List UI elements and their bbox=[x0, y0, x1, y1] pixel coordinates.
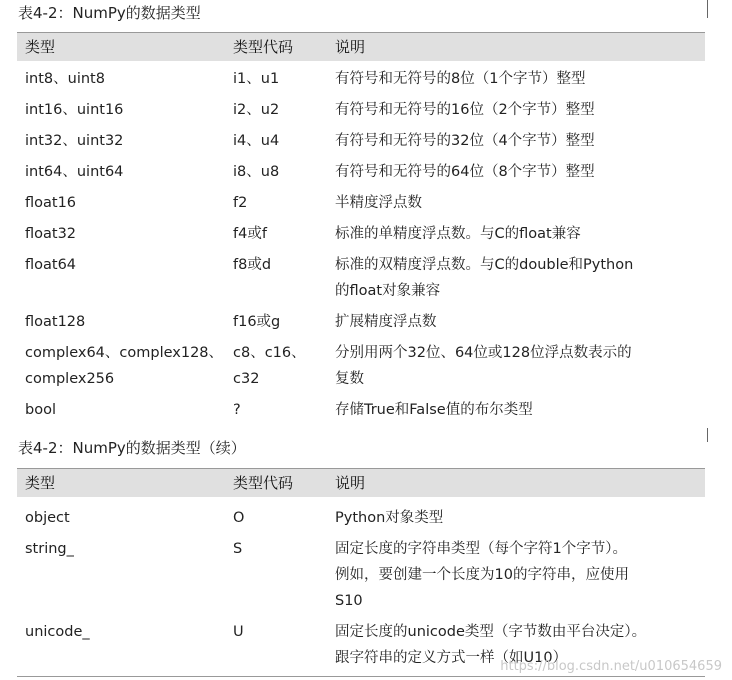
cell-desc bbox=[335, 128, 705, 154]
cell-code bbox=[233, 536, 335, 614]
cell-line: float64 bbox=[25, 257, 77, 273]
header-type: 类型 bbox=[25, 38, 56, 56]
cell-code bbox=[233, 190, 335, 216]
table-row bbox=[17, 190, 705, 216]
cell-code bbox=[233, 340, 335, 392]
cell-code bbox=[233, 159, 335, 185]
cell-line: 有符号和无符号的16位（2个字节）整型 bbox=[335, 102, 595, 118]
table-row bbox=[17, 66, 705, 92]
cell-line: 半精度浮点数 bbox=[335, 195, 422, 211]
cell-type bbox=[17, 397, 233, 423]
cell-line: U bbox=[233, 624, 244, 640]
cell-line: ? bbox=[233, 402, 241, 418]
cell-line: S bbox=[233, 541, 243, 557]
table-row bbox=[17, 340, 705, 392]
cell-line: Python对象类型 bbox=[335, 510, 444, 526]
cell-line: 的float对象兼容 bbox=[335, 283, 441, 299]
header-code: 类型代码 bbox=[233, 38, 294, 56]
dtype-table bbox=[17, 32, 705, 428]
table-row bbox=[17, 397, 705, 423]
cell-type bbox=[17, 536, 233, 614]
table-row bbox=[17, 252, 705, 304]
table-row bbox=[17, 505, 705, 531]
cell-desc bbox=[335, 309, 705, 335]
table-caption-continued: 表4-2：NumPy的数据类型（续） bbox=[18, 439, 246, 457]
cell-desc bbox=[335, 536, 705, 614]
cell-type bbox=[17, 190, 233, 216]
cell-line: O bbox=[233, 510, 245, 526]
header-type: 类型 bbox=[25, 474, 56, 492]
cell-desc bbox=[335, 159, 705, 185]
cell-line: 有符号和无符号的8位（1个字节）整型 bbox=[335, 71, 586, 87]
cell-desc bbox=[335, 97, 705, 123]
cell-desc bbox=[335, 221, 705, 247]
cell-code bbox=[233, 619, 335, 671]
table-header bbox=[17, 32, 705, 61]
cell-code bbox=[233, 252, 335, 304]
cell-line: 复数 bbox=[335, 371, 364, 387]
cell-line: 标准的单精度浮点数。与C的float兼容 bbox=[335, 226, 581, 242]
cell-line: complex64、complex128、 bbox=[25, 345, 224, 361]
cell-type bbox=[17, 619, 233, 671]
cell-line: 固定长度的字符串类型（每个字符1个字节）。 bbox=[335, 541, 627, 557]
cell-type bbox=[17, 66, 233, 92]
cell-type bbox=[17, 221, 233, 247]
table-row bbox=[17, 159, 705, 185]
cell-line: float16 bbox=[25, 195, 77, 211]
table-row bbox=[17, 97, 705, 123]
cell-line: f2 bbox=[233, 195, 248, 211]
cell-line: 标准的双精度浮点数。与C的double和Python bbox=[335, 257, 634, 273]
cell-line: int16、uint16 bbox=[25, 102, 124, 118]
header-desc: 说明 bbox=[335, 38, 366, 56]
cell-code bbox=[233, 66, 335, 92]
cell-line: 分别用两个32位、64位或128位浮点数表示的 bbox=[335, 345, 632, 361]
cell-line: float128 bbox=[25, 314, 86, 330]
cell-line: S10 bbox=[335, 593, 363, 609]
cell-line: 固定长度的unicode类型（字节数由平台决定）。 bbox=[335, 624, 647, 640]
cell-line: 有符号和无符号的32位（4个字节）整型 bbox=[335, 133, 595, 149]
cell-line: c8、c16、 bbox=[233, 345, 306, 361]
cell-line: 跟字符串的定义方式一样（如U10） bbox=[335, 650, 568, 666]
cell-line: i8、u8 bbox=[233, 164, 280, 180]
cell-line: 有符号和无符号的64位（8个字节）整型 bbox=[335, 164, 595, 180]
cell-desc bbox=[335, 340, 705, 392]
cell-line: bool bbox=[25, 402, 56, 418]
cell-code bbox=[233, 397, 335, 423]
cell-desc bbox=[335, 252, 705, 304]
table-row bbox=[17, 536, 705, 614]
table-bottom-rule bbox=[17, 676, 705, 677]
cell-desc bbox=[335, 66, 705, 92]
dtype-table-continued bbox=[17, 468, 705, 677]
cell-line: i1、u1 bbox=[233, 71, 280, 87]
cell-desc bbox=[335, 190, 705, 216]
cell-line: int8、uint8 bbox=[25, 71, 105, 87]
table-header bbox=[17, 468, 705, 497]
table-row bbox=[17, 221, 705, 247]
table-body bbox=[17, 497, 705, 671]
table-caption: 表4-2：NumPy的数据类型 bbox=[18, 4, 201, 22]
cell-code bbox=[233, 97, 335, 123]
cell-line: int32、uint32 bbox=[25, 133, 124, 149]
cell-line: complex256 bbox=[25, 371, 115, 387]
cell-line: f16或g bbox=[233, 314, 281, 330]
cell-line: 例如，要创建一个长度为10的字符串，应使用 bbox=[335, 567, 629, 583]
table-row bbox=[17, 309, 705, 335]
cell-line: f8或d bbox=[233, 257, 272, 273]
header-desc: 说明 bbox=[335, 474, 366, 492]
cell-line: string_ bbox=[25, 541, 74, 557]
page-edge-mark bbox=[707, 0, 708, 18]
cell-line: 存储True和False值的布尔类型 bbox=[335, 402, 533, 418]
cell-code bbox=[233, 309, 335, 335]
cell-line: f4或f bbox=[233, 226, 267, 242]
watermark: https://blog.csdn.net/u010654659 bbox=[500, 659, 722, 674]
cell-type bbox=[17, 340, 233, 392]
cell-line: int64、uint64 bbox=[25, 164, 124, 180]
header-code: 类型代码 bbox=[233, 474, 294, 492]
cell-line: i4、u4 bbox=[233, 133, 280, 149]
table-body bbox=[17, 61, 705, 423]
cell-line: 扩展精度浮点数 bbox=[335, 314, 437, 330]
page-edge-mark bbox=[707, 428, 708, 442]
cell-desc bbox=[335, 397, 705, 423]
cell-line: unicode_ bbox=[25, 624, 90, 640]
cell-line: object bbox=[25, 510, 70, 526]
cell-type bbox=[17, 97, 233, 123]
cell-line: i2、u2 bbox=[233, 102, 280, 118]
cell-type bbox=[17, 309, 233, 335]
cell-line: c32 bbox=[233, 371, 260, 387]
cell-type bbox=[17, 128, 233, 154]
cell-code bbox=[233, 505, 335, 531]
cell-code bbox=[233, 128, 335, 154]
cell-line: float32 bbox=[25, 226, 77, 242]
cell-desc bbox=[335, 505, 705, 531]
cell-type bbox=[17, 159, 233, 185]
table-row bbox=[17, 128, 705, 154]
cell-type bbox=[17, 505, 233, 531]
cell-code bbox=[233, 221, 335, 247]
cell-type bbox=[17, 252, 233, 304]
